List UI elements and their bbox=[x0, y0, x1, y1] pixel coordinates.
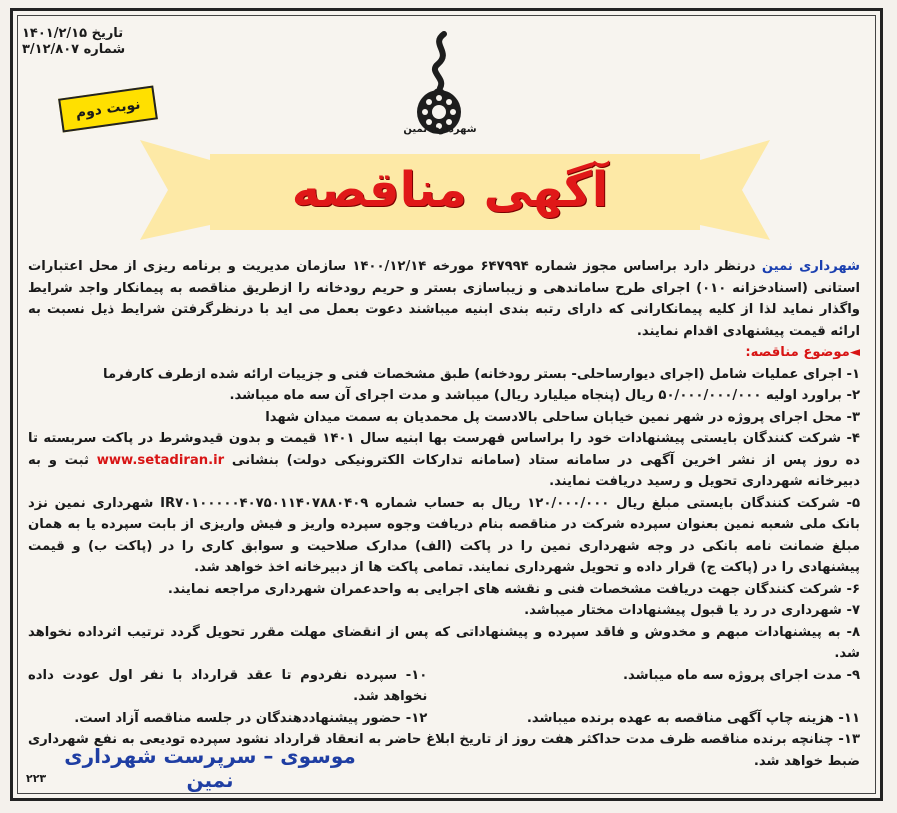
item-5: ۵- شرکت کنندگان بایستی مبلغ ریال ۱۲۰/۰۰۰/۰۰۰ ریال به حساب شماره IR۷۰۱۰۰۰۰۰۴۰۷۵۰۱۱۴۰۷۸۸۰۴۰۹ شهرداری نمین نزد بانک ملی شعبه نمین بعنوان سپرده شرکت در مناقصه بنام دریافت وجوه سپرده واریز و فیش واریزی از بابت سپرده یا به همان مبلغ ضمانت نامه بانکی در وجه شهرداری نمین را در پاکت (الف) مدارک صلاحیت و سوابق کاری را در (پاکت ب) و قیمت پیشنهادی را در (پاکت ج) قرار داده و تحویل شهرداری نمایند. تمامی پاکت ها از دبیرخانه اخذ خواهد شد. bbox=[28, 495, 860, 575]
items-11-12 bbox=[28, 708, 860, 730]
item-12: ۱۲- حضور پیشنهاددهندگان در جلسه مناقصه آزاد است. bbox=[74, 710, 428, 726]
item-4-text-b: ثبت و به دبیرخانه شهرداری تحویل و رسید دریافت نمایند. bbox=[28, 452, 860, 489]
item-4 bbox=[28, 428, 860, 493]
item-11: ۱۱- هزینه چاپ آگهی مناقصه به عهده برنده میباشد. bbox=[526, 710, 860, 726]
item-3: ۳- محل اجرای پروژه در شهر نمین خیابان ساحلی بالادست پل محمدیان به سمت میدان شهدا bbox=[265, 409, 860, 425]
item-13: ۱۳- چنانچه برنده مناقصه ظرف مدت حداکثر هفت روز از تاریخ ابلاغ حاضر به انعقاد قرارداد نشود سپرده تودیعی به نفع شهرداری ضبط خواهد شد. bbox=[28, 732, 860, 769]
page-number: ۲۲۳ bbox=[26, 772, 47, 785]
round-badge: نوبت دوم bbox=[58, 85, 158, 132]
section-title: ◄موضوع مناقصه: bbox=[745, 345, 860, 360]
item-8: ۸- به پیشنهادات مبهم و مخدوش و فاقد سپرده و پیشنهاداتی که پس از انقضای مهلت مقرر تحویل گردد ترتیب اثرداده نخواهد شد. bbox=[28, 624, 860, 661]
ad-date: تاریخ ۱۴۰۱/۲/۱۵ bbox=[22, 26, 124, 41]
org-name: شهرداری نمین bbox=[761, 259, 861, 274]
ad-number: شماره ۳/۱۲/۸۰۷ bbox=[22, 42, 126, 57]
item-7: ۷- شهرداری در رد یا قبول پیشنهادات مختار میباشد. bbox=[524, 603, 860, 618]
item-1: ۱- اجرای عملیات شامل (اجرای دیوارساحلی- بستر رودخانه) طبق مشخصات فنی و جزییات ارائه شده ازطرف کارفرما bbox=[103, 366, 860, 382]
intro-text: درنظر دارد براساس مجوز شماره ۶۴۷۹۹۴ مورخه ۱۴۰۰/۱۲/۱۴ سازمان مدیریت و برنامه ریزی از محل اعتبارات استانی (اسنادخزانه ۰۱۰) اجرای طرح ساماندهی و زیباسازی بستر و حریم رودخانه را ازطریق مناقصه به پیمانکار واجد شرایط واگذار نماید لذا از کلیه پیمانکارانی که دارای رتبه بندی ابنیه میباشند دعوت بعمل می اید با درنظرگرفتن شرایط ذیل نسبت به ارائه قیمت پیشنهادی اقدام نمایند. bbox=[28, 259, 860, 339]
item-2: ۲- براورد اولیه ۵۰/۰۰۰/۰۰۰/۰۰۰ ریال (پنجاه میلیارد ریال) میباشد و مدت اجرای آن سه ماه میباشد. bbox=[229, 388, 860, 403]
item-10: ۱۰- سپرده نفردوم تا عقد قرارداد با نفر اول عودت داده نخواهد شد. bbox=[28, 667, 428, 704]
item-4-text-a: ۴- شرکت کنندگان بایستی پیشنهادات خود را براساس فهرست بها ابنیه سال ۱۴۰۱ قیمت و بدون قیدوشرط در پاکت سربسته تا ده روز پس از نشر اخرین آگهی در سامانه ستاد (سامانه تدارکات الکترونیکی دولت) بنشانی bbox=[28, 431, 861, 468]
item-6: ۶- شرکت کنندگان جهت دریافت مشخصات فنی و نقشه های اجرایی به واحدعمران شهرداری مراجعه نمایند. bbox=[167, 581, 860, 597]
ad-body bbox=[28, 256, 860, 772]
setad-link[interactable]: www.setadiran.ir bbox=[96, 452, 225, 468]
item-9: ۹- مدت اجرای پروژه سه ماه میباشد. bbox=[622, 667, 860, 683]
items-9-10 bbox=[28, 665, 860, 708]
signature: موسوی – سرپرست شهرداری نمین bbox=[64, 744, 356, 792]
logo-caption: شهرداری نمین bbox=[403, 124, 477, 135]
intro-paragraph bbox=[28, 256, 860, 342]
ad-title: آگهی مناقصه bbox=[291, 162, 609, 218]
ad-meta bbox=[22, 26, 125, 58]
